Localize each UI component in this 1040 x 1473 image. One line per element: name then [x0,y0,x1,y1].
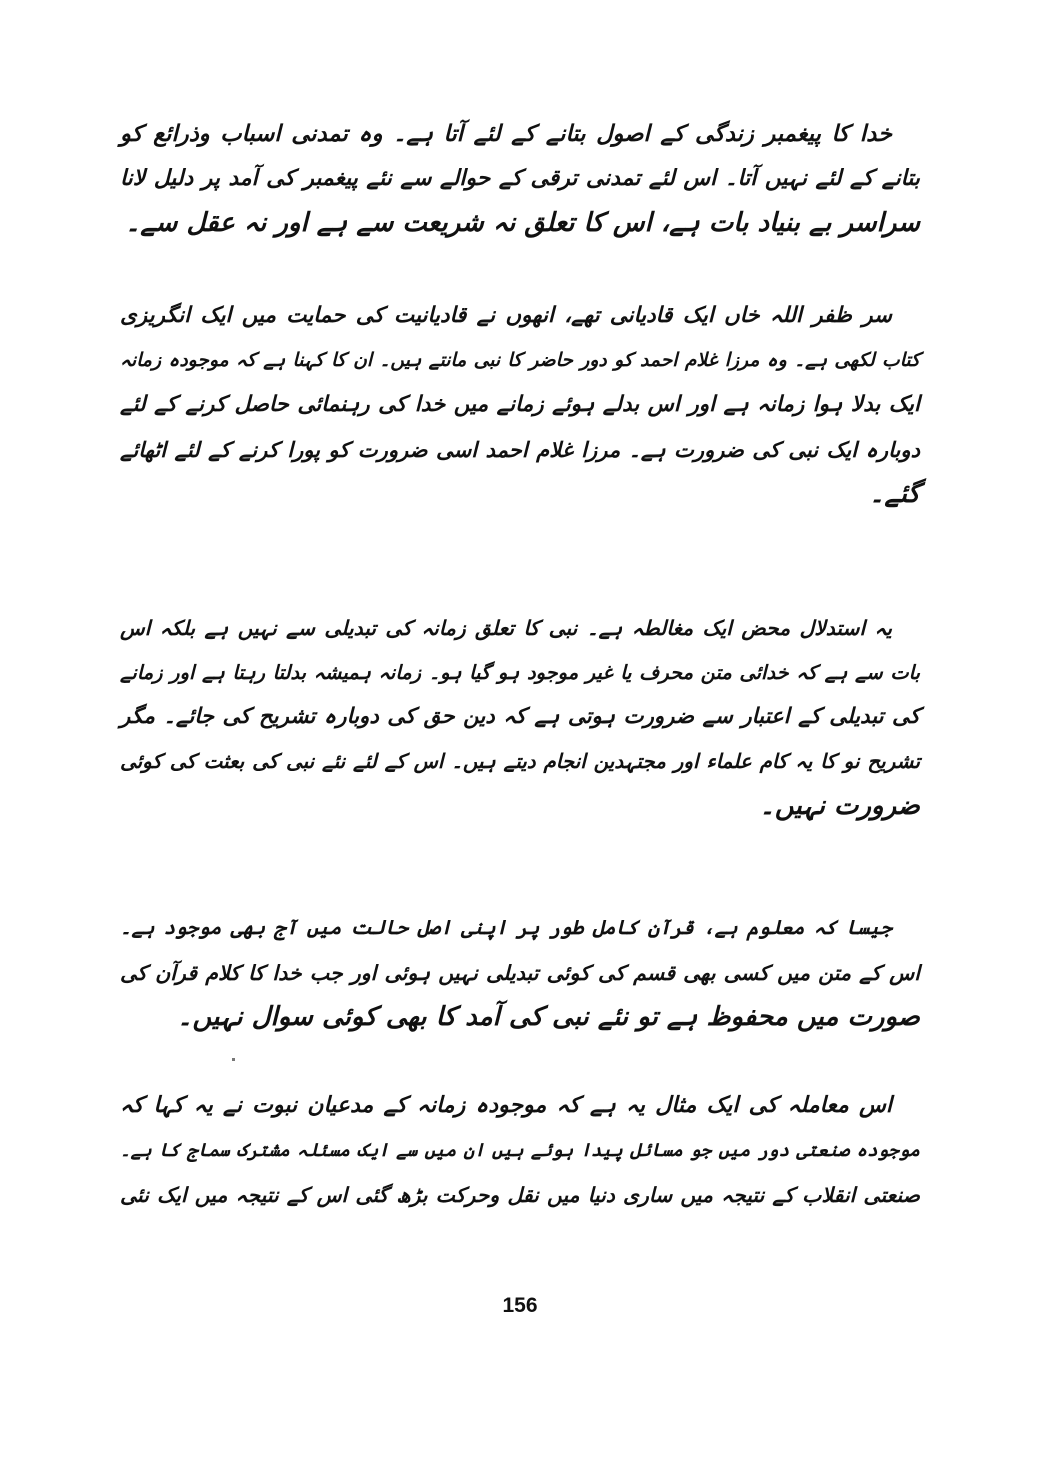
paragraph-5 [120,1084,920,1218]
text-line: موجودہ صنعتی دور میں جو مسائل پیدا ہوئے ہیں ان میں سے ایک مسئلہ مشترک سماج کا ہے۔ [120,1139,920,1161]
page-number: 156 [502,1294,538,1317]
text-line: ایک بدلا ہوا زمانہ ہے اور اس بدلے ہوئے زمانے میں خدا کی رہنمائی حاصل کرنے کے لئے [120,392,920,417]
text-line: خدا کا پیغمبر زندگی کے اصول بتانے کے لئے آتا ہے۔ وہ تمدنی اسباب وذرائع کو [120,121,892,147]
text-line: گئے۔ [869,479,920,509]
text-line: کی تبدیلی کے اعتبار سے ضرورت ہوتی ہے کہ دین حق کی دوبارہ تشریح کی جائے۔ مگر [120,704,920,729]
text-line: تشریح نو کا یہ کام علماء اور مجتہدین انجام دیتے ہیں۔ اس کے لئے نئے نبی کی بعثت کی کوئی [120,749,920,773]
text-line: کتاب لکھی ہے۔ وہ مرزا غلام احمد کو دور حاضر کا نبی مانتے ہیں۔ ان کا کہنا ہے کہ موجودہ زمانہ [120,349,920,371]
scan-speck [232,1058,235,1061]
paragraph-3 [120,606,920,829]
text-line: جیسا کہ معلوم ہے، قرآن کامل طور پر اپنی اصل حالت میں آج بھی موجود ہے۔ [120,916,892,939]
text-line: یہ استدلال محض ایک مغالطہ ہے۔ نبی کا تعلق زمانہ کی تبدیلی سے نہیں ہے بلکہ اس [120,616,892,640]
text-line: اس کے متن میں کسی بھی قسم کی کوئی تبدیلی نہیں ہوئی اور جب خدا کا کلام قرآن کی [120,960,920,985]
text-line: ضرورت نہیں۔ [759,791,920,821]
paragraph-1 [120,112,920,246]
paragraph-2 [120,294,920,517]
text-line: صنعتی انقلاب کے نتیجہ میں ساری دنیا میں نقل وحرکت بڑھ گئی اس کے نتیجہ میں ایک نئی [120,1183,920,1207]
text-line: اس معاملہ کی ایک مثال یہ ہے کہ موجودہ زمانہ کے مدعیان نبوت نے یہ کہا کہ [120,1093,892,1118]
text-line: صورت میں محفوظ ہے تو نئے نبی کی آمد کا بھی کوئی سوال نہیں۔ [177,1002,920,1032]
text-line: بات سے ہے کہ خدائی متن محرف یا غیر موجود ہو گیا ہو۔ زمانہ ہمیشہ بدلتا رہتا ہے اور زمانے [120,660,920,684]
text-line: سر ظفر اللہ خاں ایک قادیانی تھے، انھوں نے قادیانیت کی حمایت میں ایک انگریزی [120,303,892,328]
text-line: سراسر بے بنیاد بات ہے، اس کا تعلق نہ شریعت سے ہے اور نہ عقل سے۔ [125,208,920,238]
text-line: بتانے کے لئے نہیں آتا۔ اس لئے تمدنی ترقی کے حوالے سے نئے پیغمبر کی آمد پر دلیل لانا [120,165,920,191]
text-line: دوبارہ ایک نبی کی ضرورت ہے۔ مرزا غلام احمد اسی ضرورت کو پورا کرنے کے لئے اٹھائے [120,436,920,462]
paragraph-4 [120,906,920,1040]
